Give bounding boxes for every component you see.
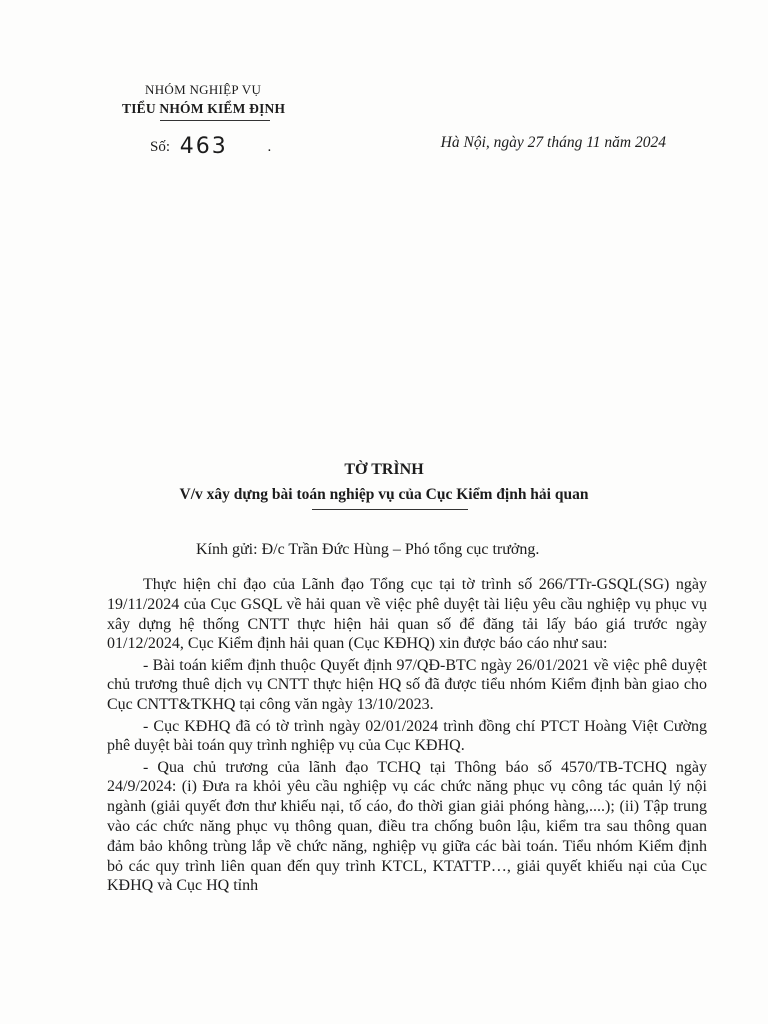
number-label: Số:: [150, 139, 171, 155]
body-text: [107, 575, 707, 898]
number-dot: .: [267, 139, 272, 155]
paragraph-intro: Thực hiện chỉ đạo của Lãnh đạo Tổng cục tại tờ trình số 266/TTr-GSQL(SG) ngày 19/11/2024 của Cục GSQL về hải quan về việc phê duyệt tài liệu yêu cầu nghiệp vụ phục vụ xây dựng hệ thống CNTT thực hiện hải quan số để đăng tải lấy báo giá trước ngày 01/12/2024, Cục Kiểm định hải quan (Cục KĐHQ) xin được báo cáo như sau:: [107, 576, 707, 653]
org-underline: [160, 120, 270, 121]
paragraph-item-3: - Qua chủ trương của lãnh đạo TCHQ tại Thông báo số 4570/TB-TCHQ ngày 24/9/2024: (i) Đưa ra khỏi yêu cầu nghiệp vụ các chức năng phục vụ công tác quản lý nội ngành (giải quyết đơn thư khiếu nại, tố cáo, đo thời gian giải phóng hàng,....); (ii) Tập trung vào các chức năng phục vụ thông quan, điều tra chống buôn lậu, kiểm tra sau thông quan đảm bảo không trùng lắp về chức năng, nghiệp vụ giữa các bài toán. Tiểu nhóm Kiểm định bỏ các quy trình liên quan đến quy trình KTCL, KTATTP…, giải quyết khiếu nại của Cục KĐHQ và Cục HQ tỉnh: [107, 758, 707, 895]
paragraph-item-2: - Cục KĐHQ đã có tờ trình ngày 02/01/2024 trình đồng chí PTCT Hoàng Việt Cường phê duyệt bài toán quy trình nghiệp vụ của Cục KĐHQ.: [107, 717, 707, 755]
document-date: Hà Nội, ngày 27 tháng 11 năm 2024: [440, 134, 666, 151]
subtitle-underline: [312, 509, 468, 510]
document-number: [150, 132, 271, 157]
greeting-line: Kính gửi: Đ/c Trần Đức Hùng – Phó tổng cục trưởng.: [196, 541, 540, 558]
document-subtitle: V/v xây dựng bài toán nghiệp vụ của Cục Kiểm định hải quan: [179, 486, 589, 503]
number-value: 463: [179, 134, 228, 159]
org-name-line2: TIỂU NHÓM KIỂM ĐỊNH: [122, 101, 286, 116]
paragraph-item-1: - Bài toán kiểm định thuộc Quyết định 97/QĐ-BTC ngày 26/01/2021 về việc phê duyệt chủ trương thuê dịch vụ CNTT thực hiện HQ số đã được tiểu nhóm Kiểm định bàn giao cho Cục CNTT&TKHQ tại công văn ngày 13/10/2023.: [107, 656, 707, 714]
document-title: TỜ TRÌNH: [344, 461, 424, 478]
org-name-line1: NHÓM NGHIỆP VỤ: [145, 82, 262, 97]
